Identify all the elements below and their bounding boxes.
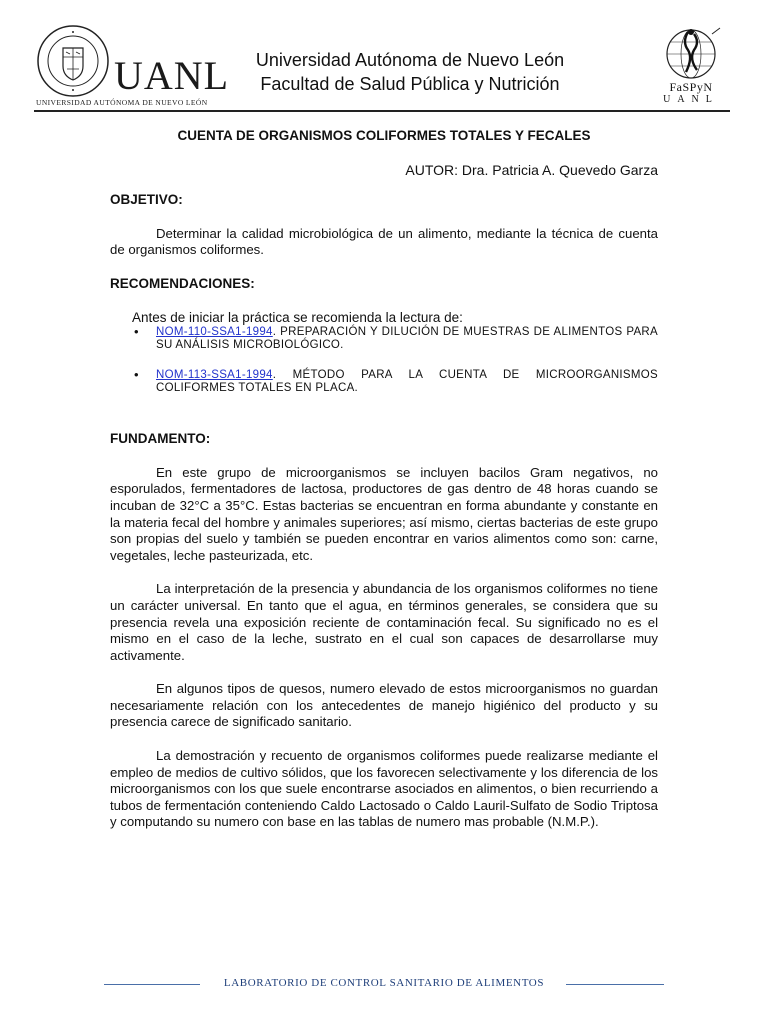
faspyn-logo-text: FaSPyN [669,80,713,94]
fundamento-text: La demostración y recuento de organismos coliformes puede realizarse mediante el empleo de medios de cultivo sólidos, que los favorecen selectivamente y los diferencia de los microorganismos con los que suele encontrarse asociados en alimentos, o bien recurriendo a tubos de fermentación conteniendo Caldo Lactosado o Caldo Lauril-Sulfato de Sodio Triptosa y computando su numero con base en las tablas de numero mas probable (N.M.P.). [110,748,658,830]
document-body [110,128,658,848]
reference-text: . PREPARACIÓN Y DILUCIÓN DE MUESTRAS DE ALIMENTOS PARA SU ANÁLISIS MICROBIOLÓGICO. [156,326,658,352]
uanl-logo-text: UANL [114,53,230,98]
fundamento-heading: FUNDAMENTO: [110,431,211,447]
fundamento-paragraph [110,681,658,731]
faspyn-logo-subtext: UANL [663,94,719,105]
header-titles [252,48,568,96]
footer-text: LABORATORIO DE CONTROL SANITARIO DE ALIMENTOS [223,977,545,989]
reference-text: . MÉTODO PARA LA CUENTA DE MICROORGANISMOS COLIFORMES TOTALES EN PLACA. [156,369,658,395]
faspyn-logo [654,24,728,110]
fundamento-paragraph [110,581,658,664]
uanl-logo-subtext: UNIVERSIDAD AUTÓNOMA DE NUEVO LEÓN [36,98,208,107]
document-title: CUENTA DE ORGANISMOS COLIFORMES TOTALES Y FECALES [177,128,591,143]
reference-link-nom-110[interactable]: NOM-110-SSA1-1994 [156,326,273,339]
reference-list [110,326,658,395]
fundamento-paragraph [110,748,658,831]
bullet-icon: • [134,324,139,340]
reference-link-nom-113[interactable]: NOM-113-SSA1-1994 [156,369,273,382]
university-seal-icon [36,24,110,98]
fundamento-paragraph [110,465,658,565]
recomendaciones-intro: Antes de iniciar la práctica se recomienda la lectura de: [132,309,463,325]
list-item [110,326,658,352]
objetivo-paragraph [110,226,658,259]
page-footer [104,976,664,992]
university-name: Universidad Autónoma de Nuevo León [255,50,565,70]
footer-rule-right [566,984,664,985]
fundamento-text: La interpretación de la presencia y abundancia de los organismos coliformes no tiene un carácter universal. En tanto que el agua, en términos generales, se considera que su presencia revela una exposición reciente de contaminación fecal. Su significado no es el mismo en el caso de la leche, sustrato en el cual son capaces de desarrollarse muy activamente. [110,581,658,663]
faspyn-emblem-icon [654,24,728,80]
footer-rule-left [104,984,200,985]
fundamento-text: En este grupo de microorganismos se incluyen bacilos Gram negativos, no esporulados, fermentadores de lactosa, productores de gas dentro de 48 horas cuando se incuban de 32°C a 35°C. Estas bacterias se encuentran en forma abundante y constante en la materia fecal del hombre y animales superiores; así mismo, ciertas bacterias de este grupo son propias del suelo y también se pueden encontrar en varios alimentos como son: carne, vegetales, leche pasteurizada, etc. [110,464,658,563]
uanl-logo [34,24,234,110]
fundamento-text: En algunos tipos de quesos, numero elevado de estos microorganismos no guardan necesariamente relación con los antecedentes de manejo higiénico del producto y su presencia carece de significado sanitario. [110,681,658,730]
faculty-name: Facultad de Salud Pública y Nutrición [260,74,560,94]
header-divider [34,110,730,112]
bullet-icon: • [134,367,139,383]
recomendaciones-heading: RECOMENDACIONES: [110,275,255,291]
document-author: AUTOR: Dra. Patricia A. Quevedo Garza [405,161,658,178]
objetivo-text: Determinar la calidad microbiológica de un alimento, mediante la técnica de cuenta de organismos coliformes. [110,225,658,258]
list-item [110,369,658,395]
page-header [34,24,728,110]
objetivo-heading: OBJETIVO: [110,192,183,208]
